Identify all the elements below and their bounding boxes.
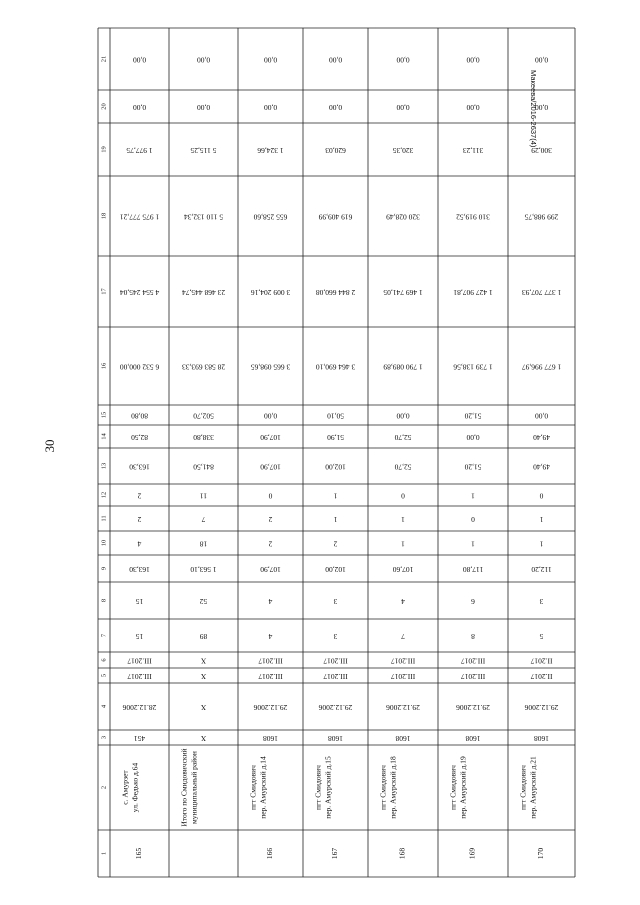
cell-r6-c3: 1608 (534, 733, 549, 743)
cell-r4-c5: III.2017 (390, 671, 416, 681)
cell-r5-c2-line1: пер. Амурский д.19 (458, 756, 468, 819)
cell-r5-c21: 0,00 (466, 55, 480, 65)
cell-r3-c18: 619 409,99 (318, 212, 353, 222)
cell-r4-c2-line0: пгт Смидович (378, 765, 388, 810)
cell-r3-c21: 0,00 (328, 55, 343, 65)
cell-r1-c21: 0,00 (196, 55, 211, 65)
cell-r6-c16: 1 677 996,97 (521, 362, 562, 372)
cell-r1-c18: 5 110 132,34 (183, 212, 224, 222)
cell-r1-c15: 502,70 (193, 411, 214, 421)
cell-r0-c11: 2 (137, 514, 142, 524)
cell-r3-c19: 620,03 (325, 145, 346, 155)
cell-r3-c16: 3 464 690,10 (315, 362, 356, 372)
cell-r2-c11: 2 (268, 514, 273, 524)
cell-r3-c8: 3 (333, 596, 338, 606)
cell-r1-c8: 52 (199, 596, 208, 606)
cell-r2-c14: 107,90 (260, 432, 281, 442)
cell-r5-c17: 1 427 907,81 (453, 287, 493, 297)
cell-r5-c15: 51,20 (464, 411, 482, 421)
cell-r0-c6: III.2017 (127, 656, 152, 666)
cell-r5-c18: 310 919,52 (456, 212, 490, 222)
cell-r1-c2-line1: муниципальный район (189, 751, 199, 824)
cell-r2-c10: 2 (268, 539, 273, 549)
column-number-9: 9 (100, 566, 108, 571)
column-number-18: 18 (100, 212, 108, 220)
cell-r2-c15: 0,00 (263, 411, 278, 421)
cell-r0-c17: 4 554 245,04 (119, 287, 160, 297)
cell-r3-c3: 1608 (328, 733, 343, 743)
cell-r5-c10: 1 (471, 539, 475, 549)
cell-r3-c10: 2 (333, 539, 338, 549)
cell-r2-c12: 0 (268, 491, 273, 501)
cell-r2-c17: 3 009 204,16 (250, 287, 291, 297)
cell-r5-c1: 169 (467, 847, 477, 860)
cell-r1-c5: X (200, 671, 207, 681)
cell-r3-c17: 2 844 660,08 (315, 287, 356, 297)
cell-r1-c12: 11 (199, 491, 208, 501)
cell-r2-c1: 166 (265, 847, 275, 860)
cell-r3-c9: 102,00 (325, 564, 346, 574)
cell-r3-c5: III.2017 (323, 671, 348, 681)
cell-r4-c13: 52,70 (394, 462, 412, 472)
cell-r5-c7: 8 (471, 631, 475, 641)
cell-r2-c6: III.2017 (258, 656, 283, 666)
column-number-8: 8 (100, 598, 108, 603)
cell-r1-c7: 89 (199, 631, 208, 641)
cell-r2-c2-line1: пер. Амурский д.14 (258, 756, 268, 819)
cell-r3-c20: 0,00 (328, 102, 343, 112)
cell-r2-c9: 107,90 (260, 564, 281, 574)
cell-r5-c4: 29.12.2006 (456, 702, 490, 712)
column-number-10: 10 (100, 539, 108, 547)
column-number-3: 3 (100, 735, 108, 740)
cell-r6-c20: 0,00 (534, 102, 549, 112)
column-number-7: 7 (100, 633, 108, 638)
cell-r6-c7: 5 (539, 631, 544, 641)
cell-r4-c21: 0,00 (396, 55, 410, 65)
cell-r3-c2-line0: пгт Смидович (313, 765, 323, 810)
cell-r2-c2-line0: пгт Смидович (248, 765, 258, 810)
cell-r5-c14: 0,00 (466, 432, 480, 442)
cell-r5-c9: 117,80 (462, 564, 484, 574)
cell-r3-c2-line1: пер. Амурский д.15 (323, 756, 333, 819)
cell-r1-c14: 338,80 (193, 432, 214, 442)
cell-r6-c21: 0,00 (534, 55, 549, 65)
cell-r6-c14: 49,40 (533, 432, 550, 442)
cell-r0-c2-line1: ул. Федько д.64 (130, 762, 140, 813)
cell-r1-c17: 23 468 445,74 (181, 287, 226, 297)
cell-r6-c19: 300,29 (531, 145, 552, 155)
cell-r0-c15: 80,80 (131, 411, 148, 421)
cell-r0-c2-line0: с. Амурзет (120, 770, 130, 805)
cell-r5-c6: III.2017 (460, 656, 486, 666)
column-number-2: 2 (100, 785, 108, 790)
cell-r1-c16: 28 583 693,33 (181, 362, 226, 372)
cell-r3-c1: 167 (330, 847, 340, 860)
cell-r2-c4: 29.12.2006 (253, 702, 288, 712)
cell-r0-c8: 15 (135, 596, 144, 606)
cell-r0-c20: 0,00 (132, 102, 147, 112)
cell-r1-c20: 0,00 (196, 102, 211, 112)
column-number-12: 12 (100, 491, 108, 499)
cell-r4-c9: 107,60 (392, 564, 414, 574)
cell-r6-c15: 0,00 (534, 411, 549, 421)
cell-r0-c19: 1 977,75 (126, 145, 153, 155)
cell-r6-c5: II.2017 (530, 671, 553, 681)
cell-r0-c7: 15 (135, 631, 144, 641)
cell-r0-c10: 4 (137, 539, 142, 549)
cell-r4-c14: 52,70 (394, 432, 412, 442)
cell-r6-c4: 29.12.2006 (524, 702, 559, 712)
column-number-1: 1 (100, 851, 108, 856)
cell-r4-c10: 1 (401, 539, 405, 549)
column-number-4: 4 (100, 704, 108, 709)
cell-r0-c12: 2 (137, 491, 142, 501)
cell-r2-c7: 4 (268, 631, 273, 641)
cell-r1-c3: X (200, 733, 207, 743)
cell-r2-c18: 655 258,60 (253, 212, 288, 222)
cell-r3-c11: 1 (333, 514, 338, 524)
cell-r1-c9: 1 563,10 (190, 564, 217, 574)
cell-r4-c15: 0,00 (396, 411, 410, 421)
cell-r4-c19: 320,35 (392, 145, 414, 155)
cell-r1-c4: X (200, 702, 207, 712)
cell-r5-c11: 0 (471, 514, 475, 524)
cell-r6-c11: 1 (539, 514, 544, 524)
cell-r5-c12: 1 (471, 491, 475, 501)
cell-r6-c18: 299 988,75 (524, 212, 559, 222)
cell-r5-c3: 1608 (465, 733, 481, 743)
cell-r0-c13: 163,30 (129, 462, 150, 472)
cell-r6-c2-line0: пгт Смидович (518, 765, 528, 810)
page-number: 30 (42, 439, 57, 453)
cell-r3-c13: 102,00 (325, 462, 346, 472)
column-number-15: 15 (100, 411, 108, 419)
cell-r4-c6: III.2017 (390, 656, 416, 666)
cell-r6-c6: II.2017 (530, 656, 553, 666)
cell-r2-c5: III.2017 (258, 671, 283, 681)
cell-r2-c19: 1 324,66 (257, 145, 284, 155)
cell-r4-c4: 29.12.2006 (386, 702, 420, 712)
column-number-6: 6 (100, 658, 108, 662)
column-number-16: 16 (100, 362, 108, 370)
cell-r3-c12: 1 (333, 491, 338, 501)
cell-r3-c15: 50,10 (327, 411, 344, 421)
cell-r4-c16: 1 790 089,89 (383, 362, 423, 372)
cell-r0-c14: 82,50 (131, 432, 148, 442)
cell-r6-c13: 49,40 (533, 462, 550, 472)
document-reference: Макеева/2016-2637(4) (529, 70, 538, 148)
cell-r0-c9: 163,30 (129, 564, 150, 574)
cell-r2-c16: 3 665 098,65 (250, 362, 291, 372)
cell-r4-c11: 1 (401, 514, 405, 524)
cell-r3-c7: 3 (333, 631, 338, 641)
cell-r0-c4: 28.12.2006 (122, 702, 157, 712)
cell-r6-c12: 0 (539, 491, 544, 501)
cell-r4-c20: 0,00 (396, 102, 410, 112)
column-number-14: 14 (100, 433, 108, 440)
cell-r2-c13: 107,90 (260, 462, 281, 472)
column-number-19: 19 (100, 146, 108, 153)
column-number-21: 21 (100, 55, 108, 63)
cell-r2-c21: 0,00 (263, 55, 278, 65)
column-number-20: 20 (100, 103, 108, 110)
cell-r5-c16: 1 739 138,56 (453, 362, 493, 372)
column-number-13: 13 (100, 462, 108, 470)
cell-r4-c18: 320 028,49 (386, 212, 420, 222)
cell-r3-c6: III.2017 (323, 656, 348, 666)
cell-r2-c8: 4 (268, 596, 273, 606)
cell-r3-c4: 29.12.2006 (318, 702, 353, 712)
cell-r0-c3: 451 (133, 733, 146, 743)
cell-r0-c21: 0,00 (132, 55, 147, 65)
cell-r4-c12: 0 (401, 491, 405, 501)
cell-r0-c1: 165 (134, 847, 144, 860)
cell-r5-c19: 311,23 (462, 145, 484, 155)
cell-r5-c13: 51,20 (464, 462, 482, 472)
cell-r4-c7: 7 (401, 631, 405, 641)
cell-r2-c20: 0,00 (263, 102, 278, 112)
column-number-5: 5 (100, 673, 108, 678)
cell-r3-c14: 51,90 (327, 432, 344, 442)
cell-r6-c8: 3 (539, 596, 544, 606)
cell-r0-c5: III.2017 (127, 671, 152, 681)
cell-r1-c11: 7 (201, 514, 206, 524)
cell-r4-c1: 168 (397, 847, 407, 860)
cell-r1-c6: X (200, 656, 207, 666)
column-number-17: 17 (100, 288, 108, 295)
cell-r2-c3: 1608 (263, 733, 278, 743)
cell-r6-c9: 112,20 (531, 564, 552, 574)
cell-r4-c17: 1 469 741,05 (383, 287, 423, 297)
cell-r0-c18: 1 975 777,21 (119, 212, 160, 222)
cell-r5-c8: 6 (471, 596, 475, 606)
cell-r1-c13: 841,50 (193, 462, 214, 472)
cell-r5-c2-line0: пгт Смидович (448, 765, 458, 810)
cell-r6-c10: 1 (539, 539, 544, 549)
cell-r6-c1: 170 (536, 847, 546, 860)
column-number-11: 11 (100, 515, 108, 522)
cell-r5-c5: III.2017 (460, 671, 486, 681)
cell-r4-c2-line1: пер. Амурский д.18 (388, 756, 398, 819)
cell-r6-c17: 1 377 707,93 (521, 287, 562, 297)
cell-r1-c2-line0: Итого по Смидовичский (179, 748, 189, 827)
cell-r1-c10: 18 (199, 539, 208, 549)
cell-r1-c19: 5 115,25 (190, 145, 217, 155)
cell-r4-c8: 4 (401, 596, 405, 606)
cell-r5-c20: 0,00 (466, 102, 480, 112)
cell-r4-c3: 1608 (395, 733, 411, 743)
cell-r6-c2-line1: пер. Амурский д.21 (528, 756, 538, 819)
cell-r0-c16: 6 532 000,00 (119, 362, 160, 372)
